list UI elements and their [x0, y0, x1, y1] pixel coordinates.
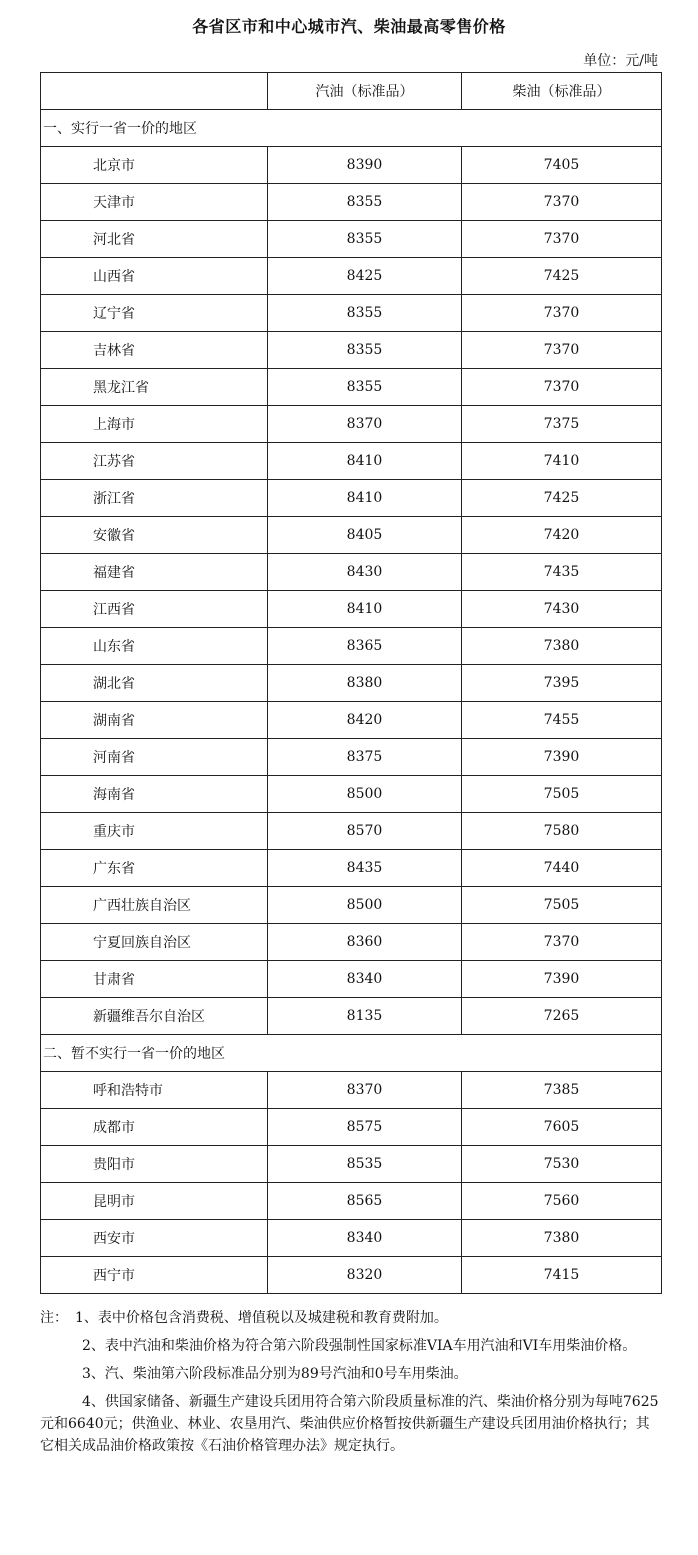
region-cell: 湖南省: [41, 702, 268, 739]
gasoline-price-cell: 8355: [268, 332, 462, 369]
table-row: [41, 850, 662, 887]
region-cell: 江苏省: [41, 443, 268, 480]
diesel-price-cell: 7455: [462, 702, 662, 739]
diesel-price-cell: 7390: [462, 739, 662, 776]
table-row: [41, 961, 662, 998]
gasoline-price-cell: 8425: [268, 258, 462, 295]
table-row: [41, 887, 662, 924]
diesel-price-cell: 7380: [462, 628, 662, 665]
header-diesel: 柴油（标准品）: [462, 73, 662, 110]
region-cell: 西宁市: [41, 1257, 268, 1294]
diesel-price-cell: 7405: [462, 147, 662, 184]
section-row: [41, 1035, 662, 1072]
table-row: [41, 258, 662, 295]
table-row: [41, 480, 662, 517]
diesel-price-cell: 7530: [462, 1146, 662, 1183]
note-1: 注： 1、表中价格包含消费税、增值税以及城建税和教育费附加。: [40, 1310, 448, 1326]
table-row: [41, 147, 662, 184]
table-row: [41, 369, 662, 406]
table-row: [41, 813, 662, 850]
diesel-price-cell: 7420: [462, 517, 662, 554]
gasoline-price-cell: 8430: [268, 554, 462, 591]
diesel-price-cell: 7390: [462, 961, 662, 998]
gasoline-price-cell: 8575: [268, 1109, 462, 1146]
unit-label: 单位：元/吨: [583, 53, 658, 69]
table-row: [41, 221, 662, 258]
note-4: 4、供国家储备、新疆生产建设兵团用符合第六阶段质量标准的汽、柴油价格分别为每吨7625元和6640元；供渔业、林业、农垦用汽、柴油供应价格暂按供新疆生产建设兵团用油价格执行；其它相关成品油价格政策按《石油价格管理办法》规定执行。: [40, 1394, 659, 1454]
header-region: [41, 73, 268, 110]
gasoline-price-cell: 8365: [268, 628, 462, 665]
gasoline-price-cell: 8420: [268, 702, 462, 739]
table-row: [41, 1183, 662, 1220]
region-cell: 广东省: [41, 850, 268, 887]
region-cell: 西安市: [41, 1220, 268, 1257]
table-row: [41, 517, 662, 554]
table-body: [41, 110, 662, 1294]
gasoline-price-cell: 8355: [268, 221, 462, 258]
gasoline-price-cell: 8360: [268, 924, 462, 961]
header-gasoline: 汽油（标准品）: [268, 73, 462, 110]
table-row: [41, 184, 662, 221]
table-row: [41, 665, 662, 702]
table-row: [41, 591, 662, 628]
diesel-price-cell: 7370: [462, 295, 662, 332]
gasoline-price-cell: 8565: [268, 1183, 462, 1220]
gasoline-price-cell: 8500: [268, 887, 462, 924]
table-row: [41, 1257, 662, 1294]
region-cell: 上海市: [41, 406, 268, 443]
notes: [40, 1307, 661, 1463]
table-row: [41, 628, 662, 665]
section-row: [41, 110, 662, 147]
gasoline-price-cell: 8370: [268, 1072, 462, 1109]
note-2: 2、表中汽油和柴油价格为符合第六阶段强制性国家标准VIA车用汽油和VI车用柴油价格。: [82, 1338, 637, 1354]
region-cell: 浙江省: [41, 480, 268, 517]
gasoline-price-cell: 8320: [268, 1257, 462, 1294]
region-cell: 福建省: [41, 554, 268, 591]
gasoline-price-cell: 8340: [268, 1220, 462, 1257]
table-row: [41, 998, 662, 1035]
section-label: 一、实行一省一价的地区: [41, 110, 662, 147]
diesel-price-cell: 7380: [462, 1220, 662, 1257]
region-cell: 河北省: [41, 221, 268, 258]
note-3: 3、汽、柴油第六阶段标准品分别为89号汽油和0号车用柴油。: [82, 1366, 468, 1382]
diesel-price-cell: 7370: [462, 924, 662, 961]
diesel-price-cell: 7265: [462, 998, 662, 1035]
diesel-price-cell: 7385: [462, 1072, 662, 1109]
diesel-price-cell: 7370: [462, 184, 662, 221]
section-label: 二、暂不实行一省一价的地区: [41, 1035, 662, 1072]
gasoline-price-cell: 8535: [268, 1146, 462, 1183]
region-cell: 贵阳市: [41, 1146, 268, 1183]
table-row: [41, 295, 662, 332]
table-row: [41, 332, 662, 369]
gasoline-price-cell: 8410: [268, 591, 462, 628]
gasoline-price-cell: 8340: [268, 961, 462, 998]
table-header-row: [41, 73, 662, 110]
region-cell: 河南省: [41, 739, 268, 776]
region-cell: 重庆市: [41, 813, 268, 850]
table-row: [41, 1146, 662, 1183]
region-cell: 宁夏回族自治区: [41, 924, 268, 961]
diesel-price-cell: 7580: [462, 813, 662, 850]
region-cell: 辽宁省: [41, 295, 268, 332]
region-cell: 成都市: [41, 1109, 268, 1146]
gasoline-price-cell: 8370: [268, 406, 462, 443]
table-row: [41, 924, 662, 961]
region-cell: 天津市: [41, 184, 268, 221]
diesel-price-cell: 7370: [462, 221, 662, 258]
diesel-price-cell: 7370: [462, 332, 662, 369]
region-cell: 广西壮族自治区: [41, 887, 268, 924]
price-table: [40, 72, 662, 1294]
diesel-price-cell: 7395: [462, 665, 662, 702]
gasoline-price-cell: 8410: [268, 443, 462, 480]
gasoline-price-cell: 8375: [268, 739, 462, 776]
diesel-price-cell: 7375: [462, 406, 662, 443]
region-cell: 北京市: [41, 147, 268, 184]
gasoline-price-cell: 8135: [268, 998, 462, 1035]
diesel-price-cell: 7560: [462, 1183, 662, 1220]
table-row: [41, 406, 662, 443]
diesel-price-cell: 7505: [462, 887, 662, 924]
gasoline-price-cell: 8355: [268, 295, 462, 332]
region-cell: 山东省: [41, 628, 268, 665]
diesel-price-cell: 7605: [462, 1109, 662, 1146]
diesel-price-cell: 7435: [462, 554, 662, 591]
table-row: [41, 1109, 662, 1146]
diesel-price-cell: 7370: [462, 369, 662, 406]
diesel-price-cell: 7425: [462, 480, 662, 517]
region-cell: 山西省: [41, 258, 268, 295]
table-row: [41, 776, 662, 813]
region-cell: 黑龙江省: [41, 369, 268, 406]
region-cell: 新疆维吾尔自治区: [41, 998, 268, 1035]
table-row: [41, 1220, 662, 1257]
gasoline-price-cell: 8380: [268, 665, 462, 702]
region-cell: 江西省: [41, 591, 268, 628]
table-row: [41, 702, 662, 739]
gasoline-price-cell: 8410: [268, 480, 462, 517]
gasoline-price-cell: 8355: [268, 184, 462, 221]
table-row: [41, 554, 662, 591]
table-row: [41, 739, 662, 776]
gasoline-price-cell: 8500: [268, 776, 462, 813]
region-cell: 吉林省: [41, 332, 268, 369]
region-cell: 湖北省: [41, 665, 268, 702]
gasoline-price-cell: 8390: [268, 147, 462, 184]
region-cell: 昆明市: [41, 1183, 268, 1220]
diesel-price-cell: 7505: [462, 776, 662, 813]
diesel-price-cell: 7415: [462, 1257, 662, 1294]
diesel-price-cell: 7440: [462, 850, 662, 887]
gasoline-price-cell: 8435: [268, 850, 462, 887]
gasoline-price-cell: 8570: [268, 813, 462, 850]
diesel-price-cell: 7430: [462, 591, 662, 628]
region-cell: 呼和浩特市: [41, 1072, 268, 1109]
page-title: 各省区市和中心城市汽、柴油最高零售价格: [192, 17, 506, 36]
table-row: [41, 1072, 662, 1109]
region-cell: 海南省: [41, 776, 268, 813]
table-row: [41, 443, 662, 480]
gasoline-price-cell: 8405: [268, 517, 462, 554]
region-cell: 安徽省: [41, 517, 268, 554]
region-cell: 甘肃省: [41, 961, 268, 998]
diesel-price-cell: 7425: [462, 258, 662, 295]
diesel-price-cell: 7410: [462, 443, 662, 480]
gasoline-price-cell: 8355: [268, 369, 462, 406]
